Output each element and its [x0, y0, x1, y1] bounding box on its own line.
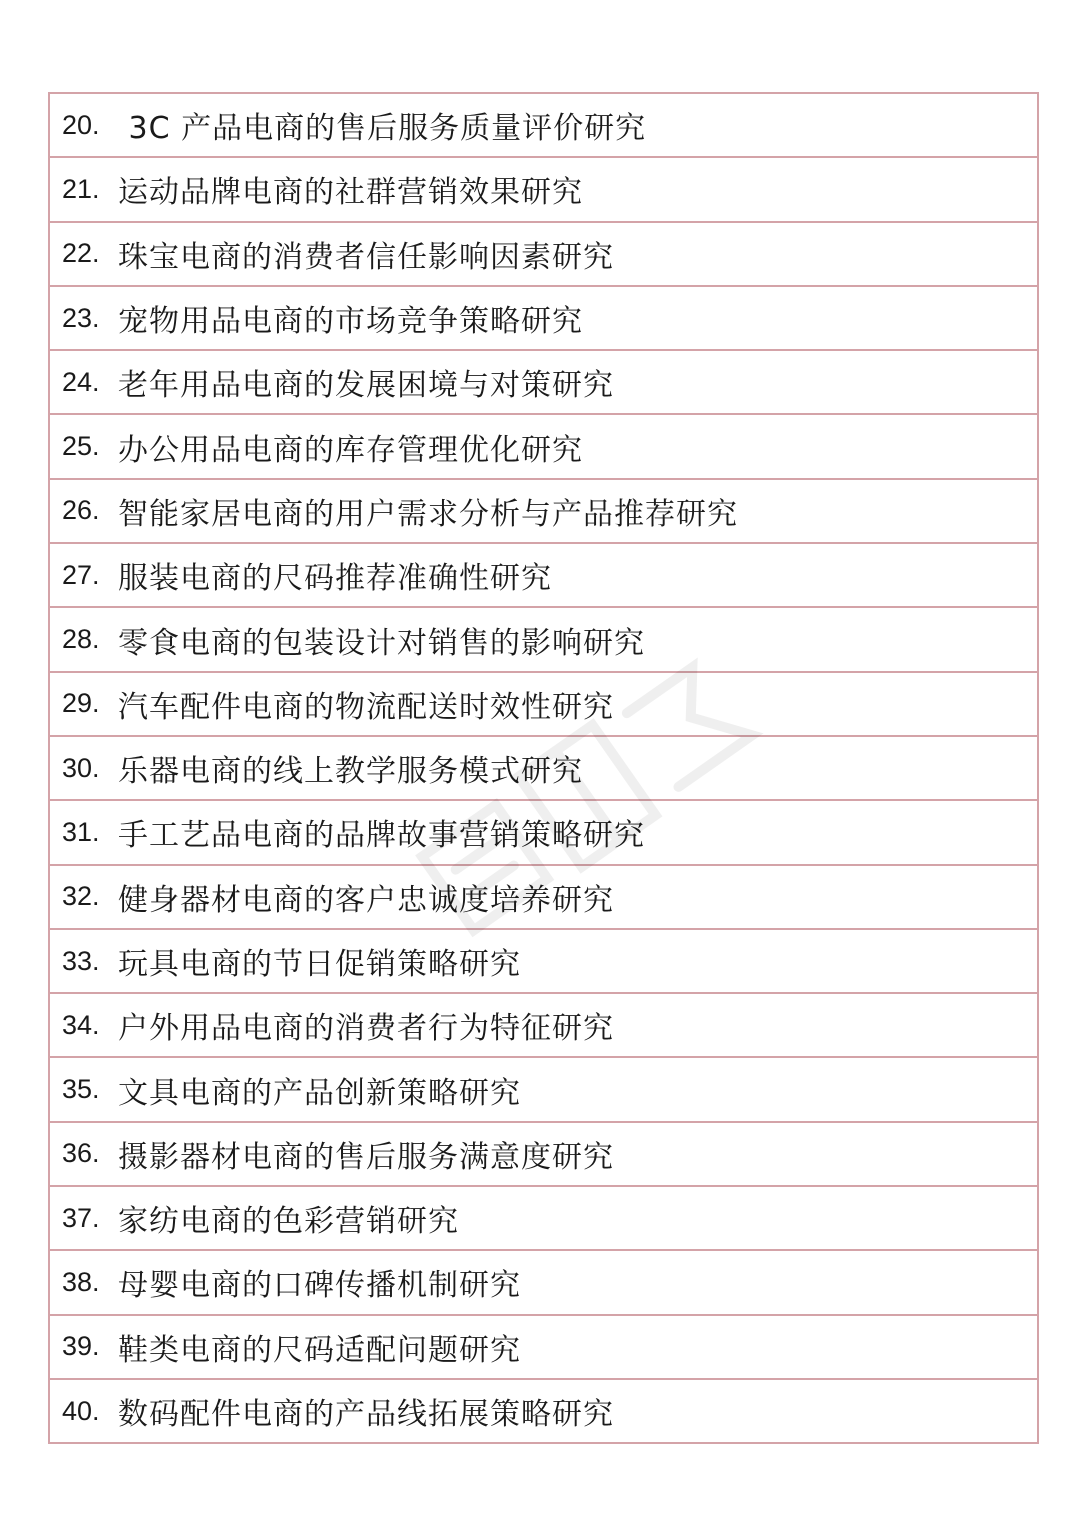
topic-title: 老年用品电商的发展困境与对策研究: [118, 368, 614, 404]
table-row: [50, 287, 1037, 351]
topic-table: [48, 92, 1039, 1444]
table-row: [50, 608, 1037, 672]
topic-number: 26.: [62, 495, 100, 526]
topic-number: 38.: [62, 1266, 100, 1297]
table-row: [50, 1123, 1037, 1187]
topic-title: 健身器材电商的客户忠诚度培养研究: [118, 882, 614, 918]
topic-title: 办公用品电商的库存管理优化研究: [118, 432, 583, 468]
topic-number: 40.: [62, 1395, 100, 1426]
topic-number: 34.: [62, 1009, 100, 1040]
topic-number: 21.: [62, 173, 100, 204]
topic-number: 29.: [62, 688, 100, 719]
topic-title: 鞋类电商的尺码适配问题研究: [118, 1332, 521, 1368]
topic-title: 零食电商的包装设计对销售的影响研究: [118, 625, 645, 661]
topic-number: 37.: [62, 1202, 100, 1233]
topic-title: 3C 产品电商的售后服务质量评价研究: [118, 111, 647, 147]
topic-title: 智能家居电商的用户需求分析与产品推荐研究: [118, 496, 738, 532]
table-row: [50, 1316, 1037, 1380]
table-row: [50, 351, 1037, 415]
table-row: [50, 673, 1037, 737]
topic-title: 乐器电商的线上教学服务模式研究: [118, 754, 583, 790]
topic-number: 35.: [62, 1074, 100, 1105]
table-row: [50, 415, 1037, 479]
topic-number: 31.: [62, 816, 100, 847]
topic-title: 运动品牌电商的社群营销效果研究: [118, 175, 583, 211]
topic-number: 22.: [62, 238, 100, 269]
topic-number: 23.: [62, 302, 100, 333]
table-row: [50, 801, 1037, 865]
topic-title: 玩具电商的节日促销策略研究: [118, 947, 521, 982]
topic-title: 母婴电商的口碑传播机制研究: [118, 1268, 521, 1304]
table-row: [50, 737, 1037, 801]
table-row: [50, 930, 1037, 994]
topic-title: 文具电商的产品创新策略研究: [118, 1075, 521, 1111]
topic-number: 28.: [62, 624, 100, 655]
table-row: [50, 158, 1037, 222]
topic-number: 39.: [62, 1331, 100, 1362]
topic-title: 宠物用品电商的市场竞争策略研究: [118, 304, 583, 340]
topic-title: 摄影器材电商的售后服务满意度研究: [118, 1139, 614, 1175]
table-row: [50, 1251, 1037, 1315]
topic-number: 25.: [62, 431, 100, 462]
table-row: [50, 480, 1037, 544]
topic-title: 汽车配件电商的物流配送时效性研究: [118, 689, 614, 725]
table-row: [50, 94, 1037, 158]
topic-number: 36.: [62, 1138, 100, 1169]
table-row: [50, 223, 1037, 287]
topic-title: 户外用品电商的消费者行为特征研究: [118, 1011, 614, 1047]
topic-title: 服装电商的尺码推荐准确性研究: [118, 561, 552, 597]
table-row: [50, 1187, 1037, 1251]
topic-number: 27.: [62, 559, 100, 590]
table-row: [50, 1380, 1037, 1444]
topic-number: 33.: [62, 945, 100, 976]
table-row: [50, 866, 1037, 930]
table-row: [50, 1058, 1037, 1122]
table-row: [50, 994, 1037, 1058]
table-row: [50, 544, 1037, 608]
topic-title: 数码配件电商的产品线拓展策略研究: [118, 1397, 614, 1433]
topic-title: 珠宝电商的消费者信任影响因素研究: [118, 239, 614, 275]
topic-title: 手工艺品电商的品牌故事营销策略研究: [118, 818, 645, 854]
topic-number: 32.: [62, 881, 100, 912]
topic-number: 20.: [62, 109, 100, 140]
topic-title: 家纺电商的色彩营销研究: [118, 1204, 459, 1240]
topic-number: 30.: [62, 752, 100, 783]
topic-number: 24.: [62, 366, 100, 397]
